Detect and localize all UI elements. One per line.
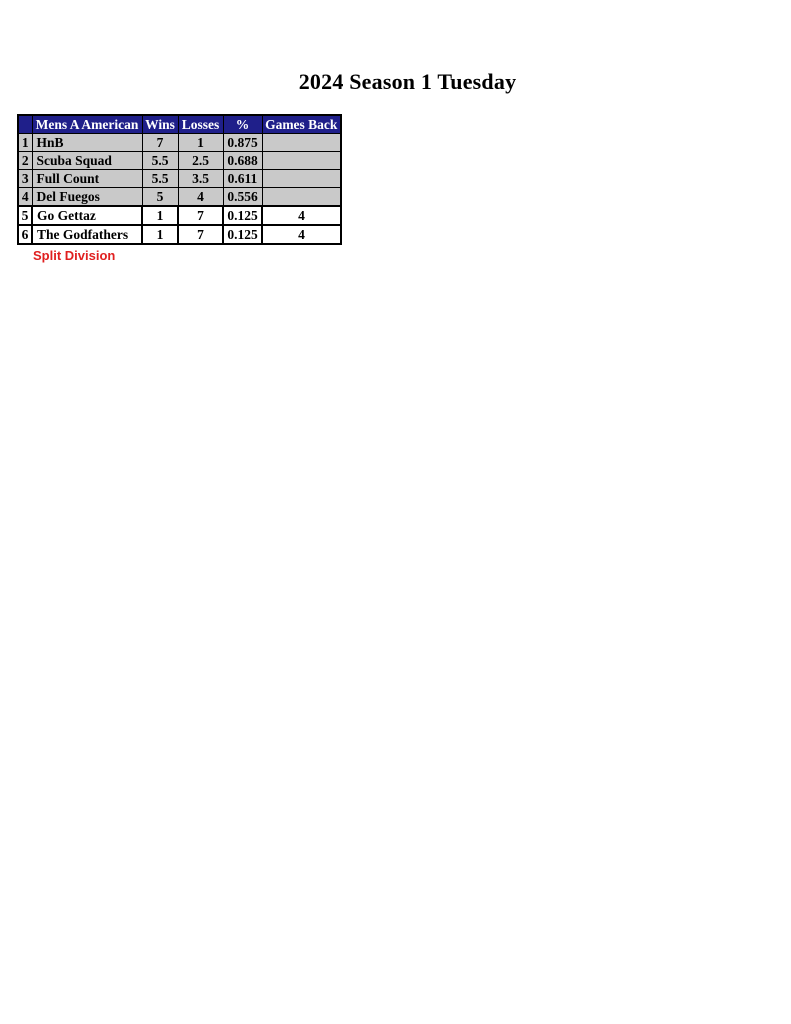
games-back-cell [262,134,341,152]
header-pct: % [223,115,262,134]
losses-cell: 3.5 [178,170,223,188]
header-losses: Losses [178,115,223,134]
losses-cell: 4 [178,188,223,207]
team-cell: Go Gettaz [32,206,142,225]
standings-table [17,114,342,245]
wins-cell: 5 [142,188,178,207]
pct-cell: 0.125 [223,206,262,225]
header-wins: Wins [142,115,178,134]
games-back-cell: 4 [262,225,341,244]
team-cell: Scuba Squad [32,152,142,170]
losses-cell: 7 [178,206,223,225]
team-cell: Full Count [32,170,142,188]
pct-cell: 0.125 [223,225,262,244]
wins-cell: 1 [142,206,178,225]
wins-cell: 1 [142,225,178,244]
table-row [18,206,341,225]
pct-cell: 0.611 [223,170,262,188]
games-back-cell [262,152,341,170]
table-row [18,134,341,152]
table-row [18,152,341,170]
rank-cell: 1 [18,134,32,152]
header-division: Mens A American [32,115,142,134]
rank-cell: 6 [18,225,32,244]
wins-cell: 5.5 [142,152,178,170]
header-games-back: Games Back [262,115,341,134]
table-row [18,225,341,244]
team-cell: Del Fuegos [32,188,142,207]
team-cell: HnB [32,134,142,152]
split-division-note: Split Division [33,248,116,263]
losses-cell: 1 [178,134,223,152]
losses-cell: 7 [178,225,223,244]
games-back-cell [262,188,341,207]
wins-cell: 7 [142,134,178,152]
rank-cell: 4 [18,188,32,207]
games-back-cell: 4 [262,206,341,225]
pct-cell: 0.556 [223,188,262,207]
header-rank [18,115,32,134]
losses-cell: 2.5 [178,152,223,170]
rank-cell: 5 [18,206,32,225]
pct-cell: 0.875 [223,134,262,152]
games-back-cell [262,170,341,188]
rank-cell: 3 [18,170,32,188]
table-row [18,170,341,188]
wins-cell: 5.5 [142,170,178,188]
table-row [18,188,341,207]
page-title: 2024 Season 1 Tuesday [298,69,517,94]
team-cell: The Godfathers [32,225,142,244]
rank-cell: 2 [18,152,32,170]
table-header-row [18,115,341,134]
pct-cell: 0.688 [223,152,262,170]
